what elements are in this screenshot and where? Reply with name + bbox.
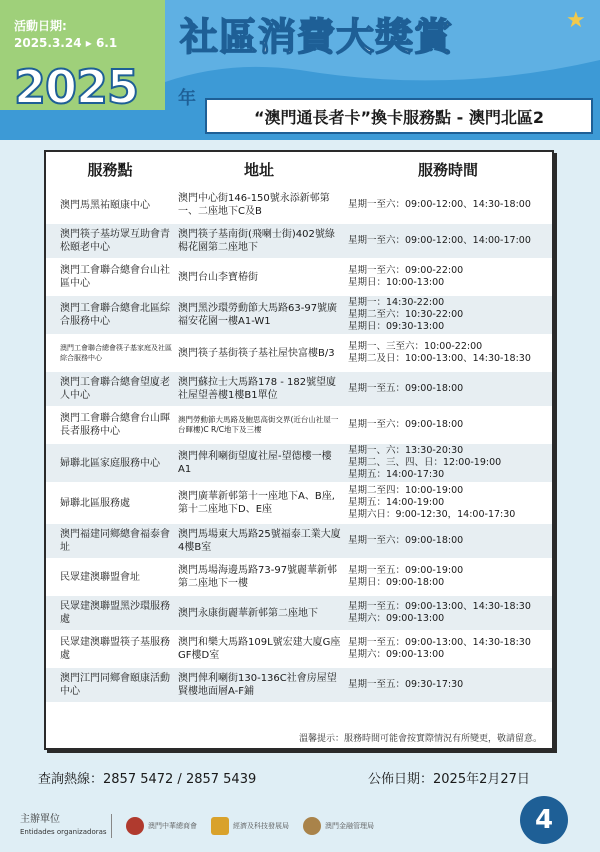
service-address: 澳門和樂大馬路109L號宏建大廈G座GF樓D室 xyxy=(178,637,341,661)
header-point: 服務點 xyxy=(87,160,133,179)
note: 溫馨提示：服務時間可能會按實際情況有所變更，敬請留意。 xyxy=(298,734,542,744)
service-point: 婦聯北區服務處 xyxy=(60,497,130,509)
table-row xyxy=(46,222,552,258)
service-point: 民眾建澳聯盟筷子基服務處 xyxy=(60,637,170,661)
organizer-label xyxy=(20,814,112,838)
service-address: 澳門黑沙環勞動節大馬路63-97號廣福安花園一樓A1-W1 xyxy=(178,303,338,327)
service-hours: 星期一、三至六：10:00-22:00 星期二及日：10:00-13:00、14:30-18:30 xyxy=(348,341,531,364)
year-suffix: 年 xyxy=(178,88,196,109)
service-point: 澳門筷子基坊眾互助會青松頤老中心 xyxy=(60,229,170,253)
event-date xyxy=(14,18,164,52)
logo-chamber-text: 澳門中華總商會 xyxy=(148,822,197,830)
service-address: 澳門俾利喇街望廈社屋-望德樓一樓A1 xyxy=(178,451,332,475)
logo-dset-text: 經濟及科技發展局 xyxy=(233,822,289,830)
logo-dset xyxy=(211,817,289,835)
service-hours: 星期一至五：09:30-17:30 xyxy=(348,679,464,690)
footer xyxy=(0,800,520,852)
service-point: 民眾建澳聯盟會址 xyxy=(60,571,140,583)
service-address: 澳門中心街146-150號永添新邨第一、二座地下C及B xyxy=(178,193,330,217)
service-address: 澳門永康街麗華新邨第二座地下 xyxy=(178,607,318,619)
star-icon: ★ xyxy=(566,8,586,33)
subtitle-box xyxy=(205,98,593,134)
title-main: 社區消費大獎 xyxy=(180,15,415,59)
table-row xyxy=(46,442,552,482)
service-point: 民眾建澳聯盟黑沙環服務處 xyxy=(60,601,170,625)
table-row xyxy=(46,334,552,370)
amcm-logo-icon xyxy=(303,817,321,835)
service-hours: 星期一至五：09:00-18:00 xyxy=(348,383,464,394)
service-hours: 星期一至五：09:00-13:00、14:30-18:30 星期六：09:00-13:00 xyxy=(348,601,531,624)
table-row xyxy=(46,666,552,702)
service-point: 澳門工會聯合總會筷子基家庭及社區綜合服務中心 xyxy=(60,344,172,362)
service-address: 澳門台山李寶椿街 xyxy=(178,271,258,283)
service-address: 澳門馬場海邊馬路73-97號麗華新邨第二座地下一樓 xyxy=(178,565,338,589)
service-hours: 星期一至六：09:00-18:00 xyxy=(348,419,464,430)
table-row xyxy=(46,258,552,294)
table-row xyxy=(46,294,552,334)
service-address: 澳門勞動節大馬路及鮑思高街交界(近台山社屋一台暉樓)C R/C地下及三樓 xyxy=(178,415,339,434)
logo-chamber xyxy=(126,817,197,835)
header-hours: 服務時間 xyxy=(417,160,478,179)
table-row xyxy=(46,558,552,594)
service-point: 澳門工會聯合總會望廈老人中心 xyxy=(60,377,170,401)
service-hours: 星期一至六：09:00-22:00 星期日：10:00-13:00 xyxy=(348,265,464,288)
page-title xyxy=(180,6,453,61)
table-row xyxy=(46,406,552,442)
logo-amcm-text: 澳門金融管理局 xyxy=(325,822,374,830)
service-address: 澳門馬場東大馬路25號福泰工業大廈4樓B室 xyxy=(178,529,341,553)
logo-amcm xyxy=(303,817,374,835)
title-accent: 賞 xyxy=(414,15,454,59)
table-row xyxy=(46,522,552,558)
table-header xyxy=(46,152,552,186)
table-row xyxy=(46,370,552,406)
table-row xyxy=(46,186,552,222)
hotline: 查詢熱線：2857 5472 / 2857 5439 xyxy=(38,772,257,787)
organizer-label-en: Entidades organizadoras xyxy=(20,828,107,836)
service-hours: 星期一至六：09:00-12:00、14:30-18:00 xyxy=(348,199,531,210)
dset-logo-icon xyxy=(211,817,229,835)
table-body xyxy=(46,186,552,702)
header-address: 地址 xyxy=(243,160,274,179)
service-hours: 星期一至六：09:00-12:00、14:00-17:00 xyxy=(348,235,531,246)
service-point: 澳門江門同鄉會頤康活動中心 xyxy=(60,673,170,697)
service-point: 澳門工會聯合總會北區綜合服務中心 xyxy=(60,303,170,327)
organizer-label-zh: 主辦單位 xyxy=(20,814,60,825)
service-hours: 星期一至五：09:00-13:00、14:30-18:30 星期六：09:00-13:00 xyxy=(348,637,531,660)
date-label-text: 活動日期: xyxy=(14,19,67,33)
service-point: 澳門馬黑祐頤康中心 xyxy=(60,199,150,211)
chamber-logo-icon xyxy=(126,817,144,835)
service-address: 澳門筷子基街筷子基社屋快富樓B/3 xyxy=(178,347,335,359)
service-address: 澳門筷子基南街(飛喇士街)402號綠楊花園第二座地下 xyxy=(178,229,335,253)
table-row xyxy=(46,482,552,522)
page-number: 4 xyxy=(520,796,568,844)
service-address: 澳門廣華新邨第十一座地下A、B座,第十二座地下D、E座 xyxy=(178,491,335,515)
service-address: 澳門蘇拉士大馬路178 - 182號望廈社屋望善樓1樓B1單位 xyxy=(178,377,337,401)
table-row xyxy=(46,594,552,630)
service-point: 澳門工會聯合總會台山社區中心 xyxy=(60,265,170,289)
publish-date: 公佈日期：2025年2月27日 xyxy=(368,772,530,787)
service-point: 婦聯北區家庭服務中心 xyxy=(60,457,160,469)
service-address: 澳門俾利喇街130-136C社會房屋望賢樓地面層A-F鋪 xyxy=(178,673,337,697)
table-row xyxy=(46,630,552,666)
service-hours: 星期一至六：09:00-18:00 xyxy=(348,535,464,546)
subtitle: “澳門通長者卡”換卡服務點 - 澳門北區2 xyxy=(254,107,544,127)
date-range: 2025.3.24 ▸ 6.1 xyxy=(14,36,118,50)
service-hours: 星期一：14:30-22:00 星期二至六：10:30-22:00 星期日：09:30-13:00 xyxy=(348,297,464,332)
service-hours: 星期一至五：09:00-19:00 星期日：09:00-18:00 xyxy=(348,565,464,588)
year: 2025 xyxy=(14,60,139,114)
service-hours: 星期一、六：13:30-20:30 星期二、三、四、日：12:00-19:00 星期五：14:00-17:30 xyxy=(348,445,502,480)
service-table xyxy=(44,150,554,750)
service-hours: 星期二至四：10:00-19:00 星期五：14:00-19:00 星期六日：9:00-12:30，14:00-17:30 xyxy=(348,485,516,520)
service-point: 澳門工會聯合總會台山暉長者服務中心 xyxy=(60,413,170,437)
service-point: 澳門福建同鄉總會福泰會址 xyxy=(60,529,170,553)
